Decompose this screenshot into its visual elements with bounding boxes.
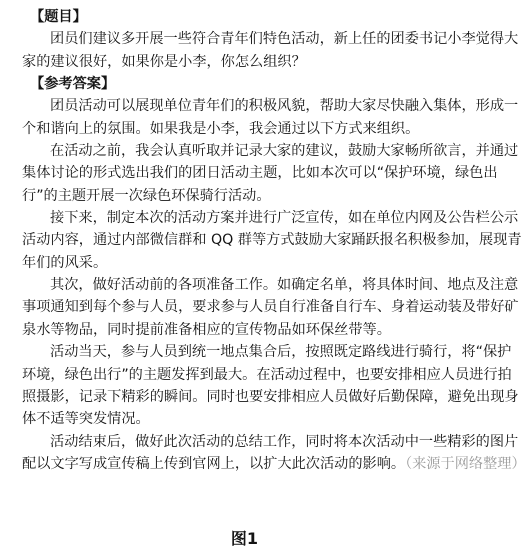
answer-line-7: 活动内容，通过内部微信群和 QQ 群等方式鼓励大家踊跃报名积极参加，展现青 [22, 232, 522, 249]
answer-line-17-text: 配以文字写成宣传稿上传到官网上，以扩大此次活动的影响。 [22, 455, 406, 472]
answer-line-17 [22, 453, 526, 475]
document-body [22, 6, 526, 475]
answer-line-9: 其次，做好活动前的各项准备工作。如确定名单，将具体时间、地点及注意 [50, 277, 519, 294]
answer-line-15: 体不适等突发情况。 [22, 411, 150, 428]
question-line-2: 家的建议很好，如果你是小李，你怎么组织？ [22, 53, 306, 70]
question-heading: 【题目】 [30, 9, 87, 25]
answer-line-12: 活动当天，参与人员到统一地点集合后，按照既定路线进行骑行，将“保护 [50, 344, 512, 361]
answer-heading: 【参考答案】 [30, 76, 116, 93]
answer-line-6: 接下来，制定本次的活动方案并进行广泛宣传，如在单位内网及公告栏公示 [50, 210, 519, 227]
answer-line-14: 照摄影，记录下精彩的瞬间。同时也要安排相应人员做好后勤保障，避免出现身 [22, 388, 519, 405]
answer-line-13: 环境，绿色出行”的主题发挥到最大。在活动过程中，也要安排相应人员进行拍 [22, 366, 512, 383]
answer-line-2: 个和谐向上的氛围。如果我是小李，我会通过以下方式来组织。 [22, 120, 420, 137]
answer-line-16: 活动结束后，做好此次活动的总结工作，同时将本次活动中一些精彩的图片 [50, 433, 519, 450]
answer-line-1: 团员活动可以展现单位青年们的积极风貌，帮助大家尽快融入集体，形成一 [50, 98, 519, 115]
answer-line-4: 集体讨论的形式选出我们的团日活动主题，比如本次可以“保护环境，绿色出 [22, 165, 498, 182]
answer-line-8: 年们的风采。 [22, 254, 108, 271]
answer-line-3: 在活动之前，我会认真听取并记录大家的建议，鼓励大家畅所欲言，并通过 [50, 143, 519, 160]
answer-line-10: 事项通知到每个参与人员，要求参与人员自行准备自行车、身着运动装及带好矿 [22, 299, 519, 316]
figure-caption: 图1 [230, 529, 259, 548]
source-watermark: （来源于网络整理） [405, 455, 526, 472]
question-line-1: 团员们建议多开展一些符合青年们特色活动，新上任的团委书记小李觉得大 [50, 31, 519, 48]
answer-line-11: 泉水等物品，同时提前准备相应的宣传物品如环保丝带等。 [22, 321, 391, 338]
answer-line-5: 行”的主题开展一次绿色环保骑行活动。 [22, 187, 271, 204]
